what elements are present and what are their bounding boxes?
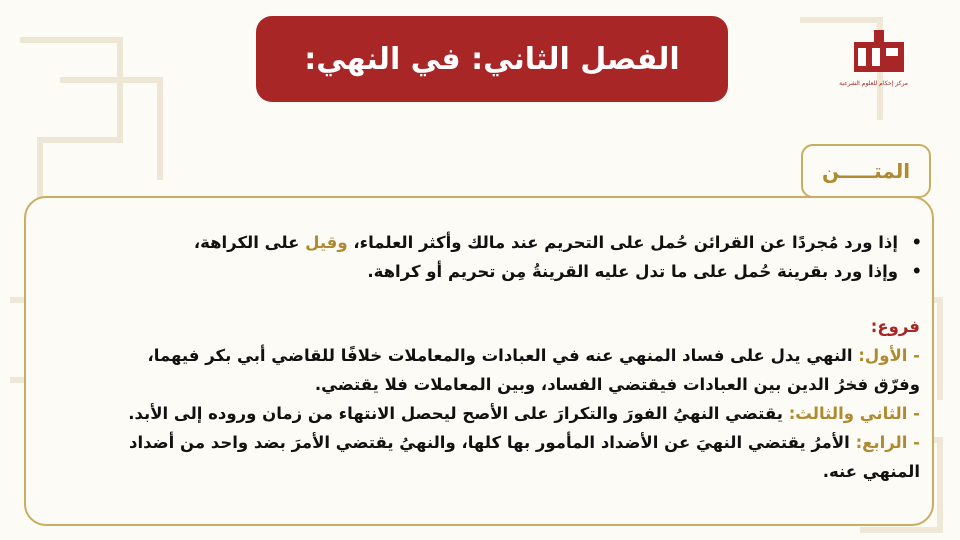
logo-tagline: مركز إحكام للعلوم الشرعية	[839, 80, 908, 87]
logo-icon	[850, 24, 908, 76]
furu-item-second-third: - الثاني والثالث: يقتضي النهيُ الفورَ والتكرارَ على الأصح ليحصل الانتهاء من زمان وروده إلى الأبد.	[128, 404, 920, 423]
furu-item-fourth-cont: المنهي عنه.	[822, 462, 920, 481]
bullet-icon: •	[911, 262, 922, 281]
furu-item-first: - الأول: النهي يدل على فساد المنهي عنه في العبادات والمعاملات خلافًا للقاضي أبي بكر فيهما،	[147, 346, 920, 365]
furu-item-first-cont: وفرّق فخرُ الدين بين العبادات فيقتضي الفساد، وبين المعاملات فلا يقتضي.	[314, 375, 920, 394]
furu-heading: فروع:	[870, 317, 920, 336]
list-item: • إذا ورد مُجردًا عن القرائن حُمل على التحريم عند مالك وأكثر العلماء، وقيل على الكراهة،	[40, 228, 920, 257]
list-item: • وإذا ورد بقرينة حُمل على ما تدل عليه القرينةُ مِن تحريم أو كراهة.	[40, 257, 920, 286]
section-tab: المتـــــن	[801, 144, 931, 198]
chapter-title: الفصل الثاني: في النهي:	[256, 16, 728, 102]
furu-item-fourth: - الرابع: الأمرُ يقتضي النهيَ عن الأضداد المأمور بها كلها، والنهيُ يقتضي الأمرَ بضد واحد من أضداد	[128, 433, 920, 452]
bullet-list	[40, 228, 920, 286]
furu-section	[40, 312, 920, 486]
logo	[839, 24, 908, 94]
matn-text	[40, 228, 920, 286]
bullet-icon: •	[911, 233, 922, 252]
